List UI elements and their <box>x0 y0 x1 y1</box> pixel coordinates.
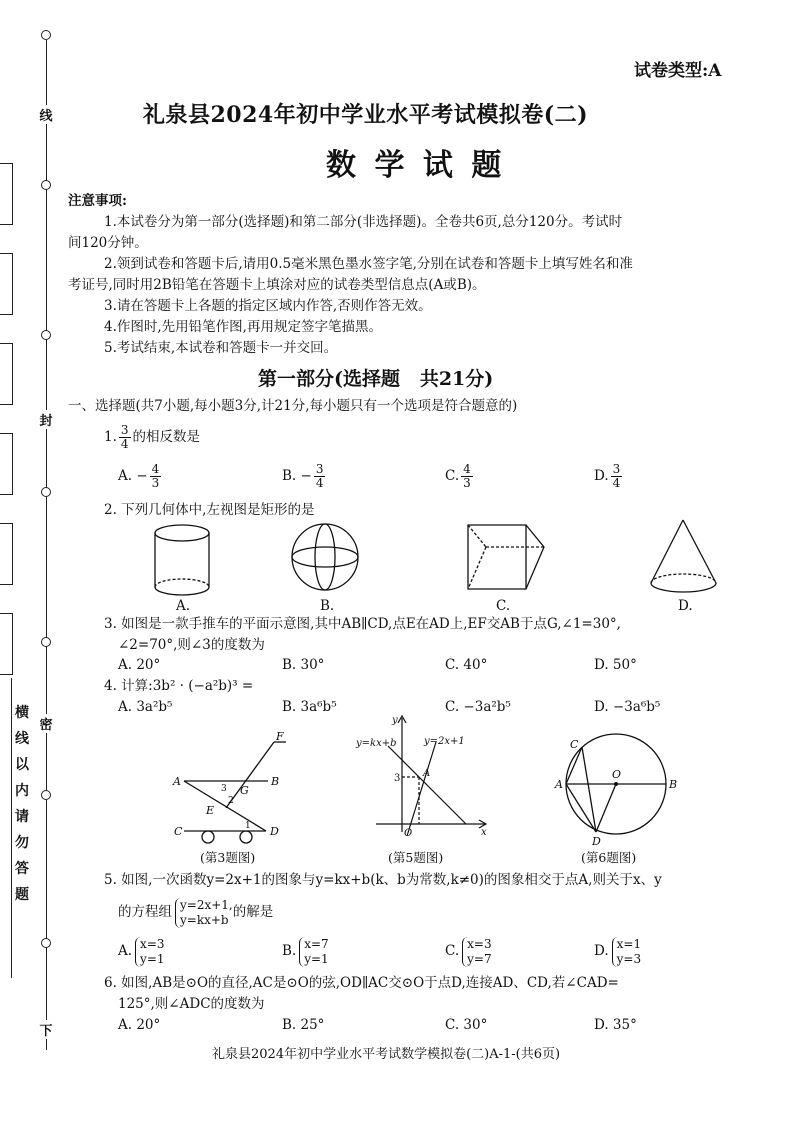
binding-circle <box>41 180 51 190</box>
side-char-xia: 下 <box>36 1020 56 1039</box>
q3-option-d: D. 50° <box>594 657 637 673</box>
question-1 <box>104 424 200 451</box>
label-y: y <box>392 715 398 726</box>
q6-option-d: D. 35° <box>594 1017 637 1033</box>
notice-item-5: 5.考试结束,本试卷和答题卡一并交回。 <box>104 340 338 356</box>
exam-title: 礼泉县2024年初中学业水平考试模拟卷(二) <box>143 102 589 128</box>
chord-ac <box>566 747 582 784</box>
name-box-bracket <box>0 433 13 495</box>
q1-option-a: A. − $\frac{4}{3}$ <box>118 462 160 490</box>
notice-item-2: 2.领到试卷和答题卡后,请用0.5毫米黑色墨水签字笔,分别在试卷和答题卡上填写姓名和准 <box>104 256 633 272</box>
binding-circle <box>41 30 51 40</box>
q1-option-c: C. $\frac{4}{3}$ <box>445 462 471 490</box>
binding-circle <box>41 790 51 800</box>
label-o: O <box>612 768 622 781</box>
label-x: x <box>481 827 487 838</box>
label-o: O <box>404 828 413 839</box>
subject-title: 数 学 试 题 <box>326 148 506 183</box>
binding-circle <box>41 637 51 647</box>
q4-option-c: C. −3a²b⁵ <box>445 699 511 715</box>
label-3: 3 <box>394 773 401 784</box>
angle-3: 3 <box>221 784 227 794</box>
side-char-feng: 封 <box>36 410 56 429</box>
side-char-xian: 线 <box>36 105 56 124</box>
q6-option-b: B. 25° <box>282 1017 325 1033</box>
radius-od <box>596 784 616 832</box>
q1-number: 1. <box>104 429 117 445</box>
question-4: 4. 计算:3b² · (−a²b)³ = <box>104 678 254 694</box>
q5-option-d: D. x=1 y=3 <box>594 936 642 966</box>
question-5-line1: 5. 如图,一次函数y=2x+1的图象与y=kx+b(k、b为常数,k≠0)的图象相交于点A,则关于x、y <box>104 872 662 888</box>
cone-shape <box>651 520 716 592</box>
label-g: G <box>240 784 249 797</box>
figure-3-caption: (第3题图) <box>200 850 256 865</box>
q2-label-a: A. <box>176 598 191 614</box>
q4-option-a: A. 3a²b⁵ <box>118 699 173 715</box>
line-cd <box>582 747 596 832</box>
question-6-line1: 6. 如图,AB是⊙O的直径,AC是⊙O的弦,OD∥AC交⊙O于点D,连接AD、CD,若∠CAD= <box>104 975 619 991</box>
line-kx-plus-b <box>388 746 466 824</box>
name-box-bracket <box>0 523 13 585</box>
question-3-line1: 3. 如图是一款手推车的平面示意图,其中AB∥CD,点E在AD上,EF交AB于点G,∠1=30°, <box>104 616 621 632</box>
q3-option-b: B. 30° <box>282 657 325 673</box>
section1-heading: 一、选择题(共7小题,每小题3分,计21分,每小题只有一个选项是符合题意的) <box>68 398 518 414</box>
binding-circle <box>41 330 51 340</box>
label-c: C <box>570 738 579 751</box>
name-box-bracket <box>0 163 13 225</box>
binding-circle <box>41 487 51 497</box>
question-6-line2: 125°,则∠ADC的度数为 <box>118 996 265 1012</box>
q5-option-b: B. x=7 y=1 <box>282 936 329 966</box>
label-e: E <box>206 804 215 817</box>
q3-option-c: C. 40° <box>445 657 488 673</box>
binding-circle <box>41 938 51 948</box>
label-a: A <box>423 768 431 779</box>
q2-label-b: B. <box>320 598 335 614</box>
name-box-bracket <box>0 253 13 315</box>
label-ykxb: y=kx+b <box>356 738 397 749</box>
figure-6-circle <box>552 728 692 848</box>
label-d: D <box>270 825 279 838</box>
angle-2: 2 <box>228 796 234 806</box>
q2-label-c: C. <box>496 598 511 614</box>
sphere-shape <box>292 524 358 590</box>
label-b: B <box>669 778 678 791</box>
q6-option-a: A. 20° <box>118 1017 161 1033</box>
vertical-note: 横线以内请勿答题 <box>15 705 29 903</box>
binding-line-outer <box>11 678 12 978</box>
label-y2x1: y=2x+1 <box>424 736 465 747</box>
notice-item-3: 3.请在答题卡上各题的指定区域内作答,否则作答无效。 <box>104 298 432 314</box>
notice-item-4: 4.作图时,先用铅笔作图,再用规定签字笔描黑。 <box>104 319 382 335</box>
q4-option-d: D. −3a⁶b⁵ <box>594 699 661 715</box>
angle-1: 1 <box>245 821 251 831</box>
q1-text: 的相反数是 <box>132 429 201 445</box>
label-f: F <box>276 730 284 743</box>
q2-label-d: D. <box>678 598 693 614</box>
q1-fraction: $\frac{3}{4}$ <box>120 423 129 451</box>
q3-option-a: A. 20° <box>118 657 161 673</box>
label-d: D <box>592 835 601 848</box>
figure-5-graph <box>354 712 494 842</box>
q5-option-c: C. x=3 y=7 <box>445 936 492 966</box>
q5-option-a: A. x=3 y=1 <box>118 936 165 966</box>
binding-line <box>46 40 47 1050</box>
q4-option-b: B. 3a⁶b⁵ <box>282 699 337 715</box>
figure-3-cart <box>170 728 300 848</box>
part1-title: 第一部分(选择题 共21分) <box>258 368 494 390</box>
q2-solids-figure <box>60 515 780 615</box>
prism-shape <box>468 525 544 589</box>
notice-item-2-cont: 考证号,同时用2B铅笔在答题卡上填涂对应的试卷类型信息点(A或B)。 <box>68 277 486 293</box>
label-a: A <box>555 778 563 791</box>
side-char-mi: 密 <box>36 714 56 733</box>
q6-option-c: C. 30° <box>445 1017 488 1033</box>
question-2: 2. 下列几何体中,左视图是矩形的是 <box>104 502 315 518</box>
paper-type: 试卷类型:A <box>634 61 722 81</box>
name-box-bracket <box>0 343 13 405</box>
notice-heading: 注意事项: <box>68 193 127 209</box>
page-footer: 礼泉县2024年初中学业水平考试数学模拟卷(二)A-1-(共6页) <box>212 1047 561 1062</box>
notice-item-1: 1.本试卷分为第一部分(选择题)和第二部分(非选择题)。全卷共6页,总分120分。考试时 <box>104 214 623 230</box>
notice-item-1-cont: 间120分钟。 <box>68 235 148 251</box>
label-b: B <box>271 775 280 788</box>
cylinder-shape <box>155 525 209 595</box>
q1-option-b: B. − $\frac{3}{4}$ <box>282 462 324 490</box>
q5-equation-system: y=2x+1, y=kx+b <box>175 898 233 928</box>
figure-5-caption: (第5题图) <box>388 850 444 865</box>
q1-option-d: D. $\frac{3}{4}$ <box>594 462 621 490</box>
name-box-bracket <box>0 613 13 675</box>
label-c: C <box>174 825 183 838</box>
label-a: A <box>173 775 181 788</box>
figure-6-caption: (第6题图) <box>581 850 637 865</box>
question-5-line2: 的方程组 y=2x+1, y=kx+b 的解是 <box>118 897 274 927</box>
question-3-line2: ∠2=70°,则∠3的度数为 <box>118 637 265 653</box>
